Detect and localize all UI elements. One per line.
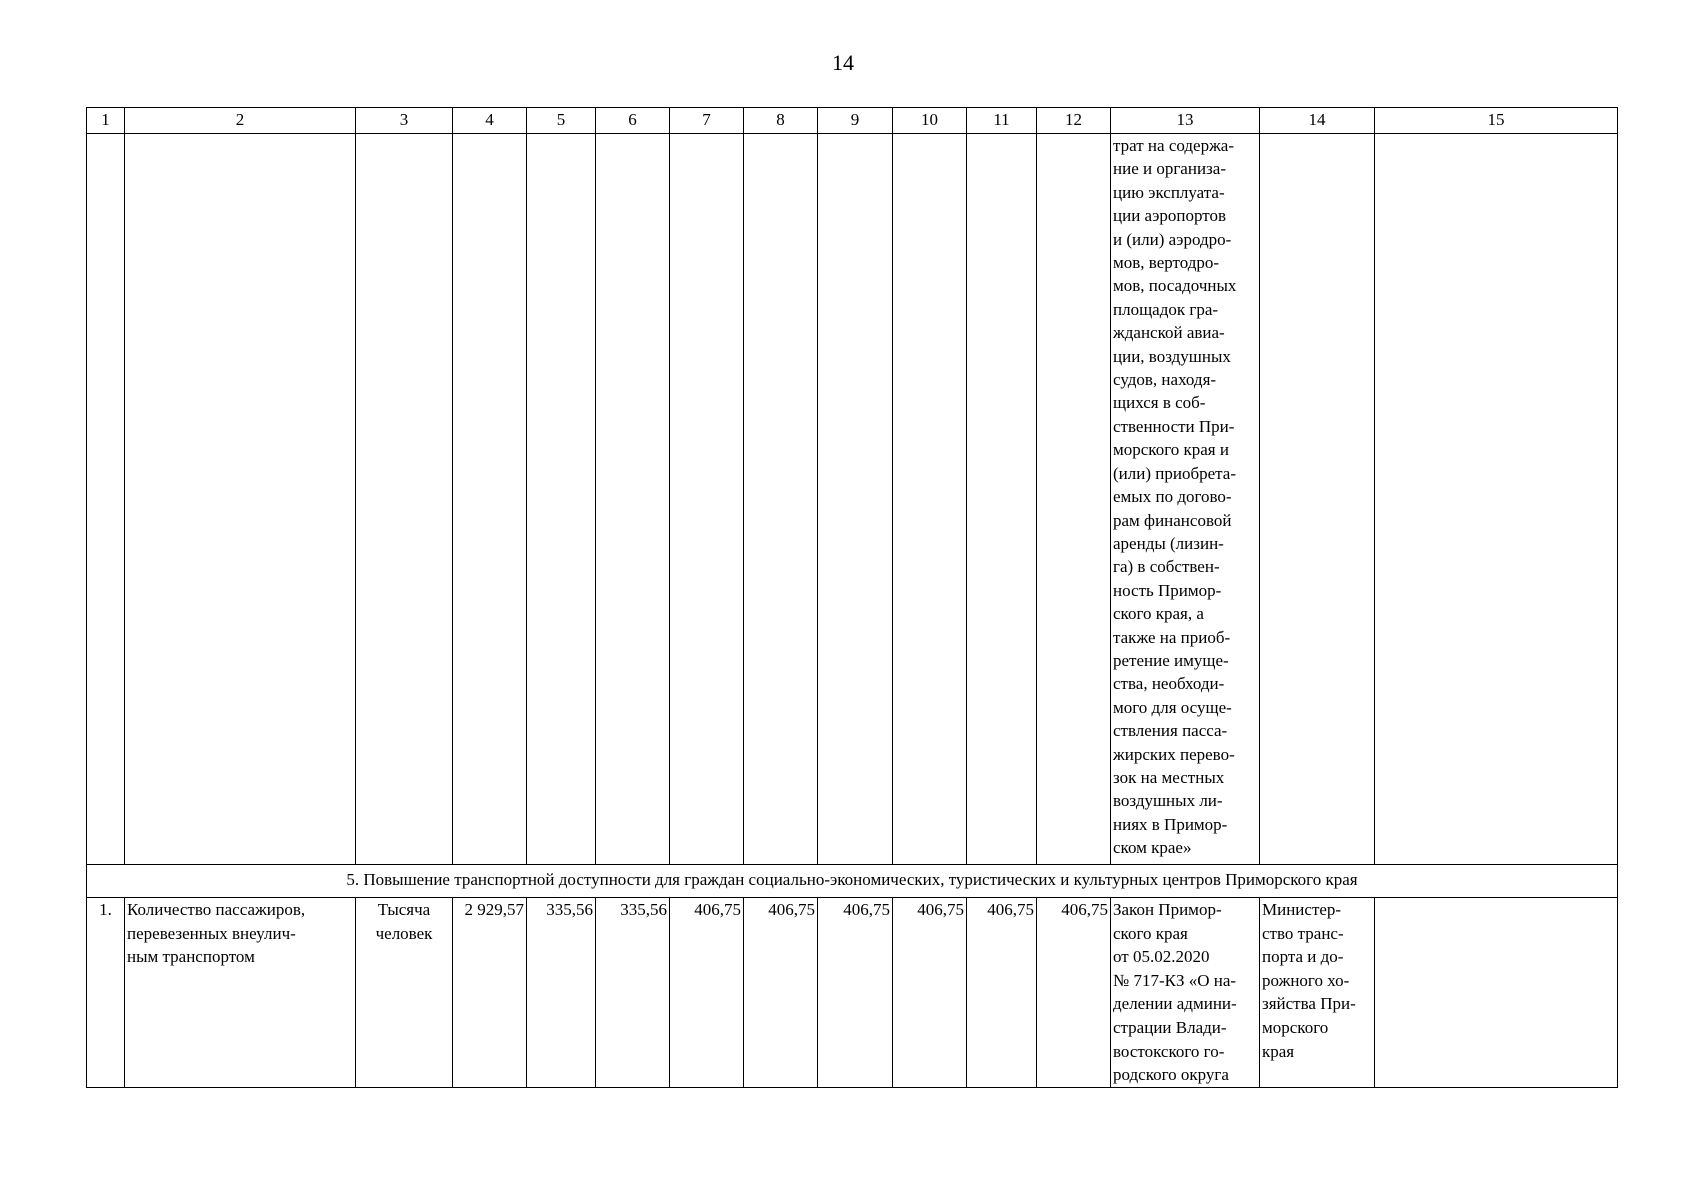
column-number-cell: 15 bbox=[1375, 108, 1618, 134]
value-cell: 2 929,57 bbox=[453, 898, 527, 1088]
column-number-cell: 2 bbox=[125, 108, 356, 134]
table-cell bbox=[125, 134, 356, 865]
indicators-table bbox=[86, 107, 1618, 1088]
row-number-cell: 1. bbox=[87, 898, 125, 1088]
column-number-cell: 3 bbox=[356, 108, 453, 134]
responsible-body-cell: Министер- ство транс- порта и до- рожного хо- зяйства При- морского края bbox=[1260, 898, 1375, 1088]
column-number-row bbox=[87, 108, 1618, 134]
value-cell: 406,75 bbox=[670, 898, 744, 1088]
table-cell bbox=[596, 134, 670, 865]
value-cell: 406,75 bbox=[744, 898, 818, 1088]
column-number-cell: 4 bbox=[453, 108, 527, 134]
column-number-cell: 8 bbox=[744, 108, 818, 134]
unit-cell: Тысяча человек bbox=[356, 898, 453, 1088]
table-cell bbox=[1260, 134, 1375, 865]
column-number-cell: 9 bbox=[818, 108, 893, 134]
table-cell bbox=[967, 134, 1037, 865]
law-reference-cell: Закон Примор- ского края от 05.02.2020 № 717-КЗ «О на- делении админи- страции Влади- востокского го- родского округа bbox=[1111, 898, 1260, 1088]
value-cell: 406,75 bbox=[893, 898, 967, 1088]
table-cell bbox=[87, 134, 125, 865]
value-cell: 406,75 bbox=[967, 898, 1037, 1088]
section-heading-row bbox=[87, 865, 1618, 898]
table-cell bbox=[1375, 898, 1618, 1088]
section-title: 5. Повышение транспортной доступности для граждан социально-экономических, туристических и культурных центров Приморского края bbox=[87, 865, 1618, 898]
table-cell bbox=[453, 134, 527, 865]
column-number-cell: 6 bbox=[596, 108, 670, 134]
column-number-cell: 14 bbox=[1260, 108, 1375, 134]
value-cell: 335,56 bbox=[596, 898, 670, 1088]
table-cell bbox=[818, 134, 893, 865]
value-cell: 406,75 bbox=[818, 898, 893, 1088]
table-cell bbox=[1037, 134, 1111, 865]
column-number-cell: 11 bbox=[967, 108, 1037, 134]
continuation-row bbox=[87, 134, 1618, 865]
page-number: 14 bbox=[832, 50, 854, 75]
table-cell bbox=[1375, 134, 1618, 865]
column-number-cell: 5 bbox=[527, 108, 596, 134]
table-cell bbox=[527, 134, 596, 865]
table-row bbox=[87, 898, 1618, 1088]
table-cell bbox=[893, 134, 967, 865]
table-cell bbox=[670, 134, 744, 865]
column-number-cell: 7 bbox=[670, 108, 744, 134]
column-number-cell: 1 bbox=[87, 108, 125, 134]
column-number-cell: 10 bbox=[893, 108, 967, 134]
column-number-cell: 13 bbox=[1111, 108, 1260, 134]
value-cell: 335,56 bbox=[527, 898, 596, 1088]
indicator-name-cell: Количество пассажиров, перевезенных внеулич- ным транспортом bbox=[125, 898, 356, 1088]
continued-text-cell: трат на содержа- ние и организа- цию эксплуата- ции аэропортов и (или) аэродро- мов, вертодро- мов, посадочных площадок гра- жданской авиа- ции, воздушных судов, находя- щихся в соб- ственности При- морского края и (или) приобрета- емых по догово- рам финансовой аренды (лизин- га) в собствен- ность Примор- ского края, а также на приоб- ретение имуще- ства, необходи- мого для осуще- ствления пасса- жирских перево- зок на местных воздушных ли- ниях в Примор- ском крае» bbox=[1111, 134, 1260, 865]
table-cell bbox=[356, 134, 453, 865]
table-cell bbox=[744, 134, 818, 865]
column-number-cell: 12 bbox=[1037, 108, 1111, 134]
value-cell: 406,75 bbox=[1037, 898, 1111, 1088]
